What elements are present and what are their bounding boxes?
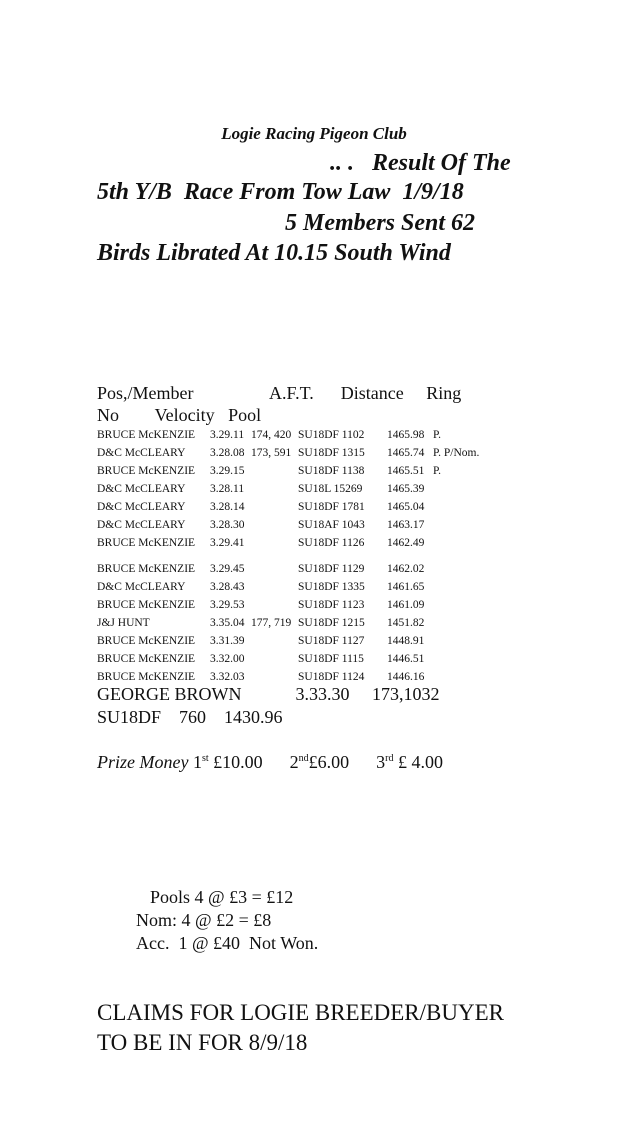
cell-pool: P. [433, 429, 441, 441]
cell-ring: SU18DF 1129 [298, 563, 365, 575]
cell-velocity: 1461.65 [387, 581, 425, 593]
cell-ring: SU18DF 1126 [298, 537, 365, 549]
cell-ring: SU18DF 1315 [298, 447, 365, 459]
cell-time: 3.29.41 [210, 537, 245, 549]
cell-ring: SU18DF 1138 [298, 465, 365, 477]
table-row [97, 501, 627, 519]
cell-ring: SU18DF 1215 [298, 617, 365, 629]
cell-ring: SU18AF 1043 [298, 519, 365, 531]
cell-velocity: 1465.39 [387, 483, 425, 495]
results-table-group-2 [97, 563, 627, 689]
cell-velocity: 1463.17 [387, 519, 425, 531]
table-row [97, 635, 627, 653]
prize-third-amount: £ 4.00 [393, 752, 443, 772]
cell-ring: SU18DF 1781 [298, 501, 365, 513]
cell-member: BRUCE McKENZIE [97, 563, 196, 575]
cell-member: BRUCE McKENZIE [97, 635, 196, 647]
prize-second-amount: £6.00 [308, 752, 350, 772]
table-header-line-1: Pos,/Member A.F.T. Distance Ring [97, 383, 462, 403]
cell-member: D&C McCLEARY [97, 581, 186, 593]
cell-time: 3.28.30 [210, 519, 245, 531]
cell-time: 3.31.39 [210, 635, 245, 647]
cell-member: D&C McCLEARY [97, 501, 186, 513]
prize-third-prefix: 3 [376, 752, 386, 772]
cell-time: 3.28.11 [210, 483, 245, 495]
prize-first-amount: £10.00 [208, 752, 263, 772]
cell-member: BRUCE McKENZIE [97, 465, 196, 477]
cell-member: BRUCE McKENZIE [97, 429, 196, 441]
cell-ring: SU18L 15269 [298, 483, 363, 495]
table-row [97, 581, 627, 599]
cell-member: BRUCE McKENZIE [97, 537, 196, 549]
cell-time: 3.32.03 [210, 671, 245, 683]
cell-distance: 174, 420 [251, 429, 292, 441]
last-result-line-1: GEORGE BROWN 3.33.30 173,1032 [97, 684, 440, 704]
cell-member: BRUCE McKENZIE [97, 653, 196, 665]
cell-ring: SU18DF 1127 [298, 635, 365, 647]
cell-member: BRUCE McKENZIE [97, 671, 196, 683]
title-line-1: .. . Result Of The [330, 150, 511, 176]
last-result-line-2: SU18DF 760 1430.96 [97, 707, 283, 727]
cell-time: 3.35.04 [210, 617, 245, 629]
cell-ring: SU18DF 1124 [298, 671, 365, 683]
cell-member: D&C McCLEARY [97, 483, 186, 495]
cell-time: 3.28.14 [210, 501, 245, 513]
prize-third-suffix: rd [385, 753, 394, 764]
cell-time: 3.28.08 [210, 447, 245, 459]
prize-money-line: Prize Money 1st £10.00 2nd£6.00 3rd £ 4.00 [97, 752, 443, 772]
results-table-group-1 [97, 429, 627, 555]
nominations-line: Nom: 4 @ £2 = £8 [136, 910, 272, 930]
table-row [97, 563, 627, 581]
cell-velocity: 1465.04 [387, 501, 425, 513]
prize-first-suffix: st [201, 753, 209, 764]
accumulator-line: Acc. 1 @ £40 Not Won. [136, 933, 319, 953]
cell-distance: 177, 719 [251, 617, 292, 629]
cell-velocity: 1451.82 [387, 617, 425, 629]
cell-velocity: 1465.74 [387, 447, 425, 459]
prize-second-suffix: nd [298, 753, 309, 764]
cell-velocity: 1446.16 [387, 671, 425, 683]
table-row [97, 483, 627, 501]
cell-time: 3.29.53 [210, 599, 245, 611]
cell-velocity: 1462.02 [387, 563, 425, 575]
prize-money-label: Prize Money [97, 752, 189, 772]
cell-velocity: 1462.49 [387, 537, 425, 549]
cell-member: D&C McCLEARY [97, 447, 186, 459]
cell-member: J&J HUNT [97, 617, 150, 629]
cell-ring: SU18DF 1335 [298, 581, 365, 593]
cell-velocity: 1465.51 [387, 465, 425, 477]
cell-time: 3.29.15 [210, 465, 245, 477]
cell-time: 3.28.43 [210, 581, 245, 593]
table-row [97, 653, 627, 671]
title-line-3: 5 Members Sent 62 [285, 210, 476, 236]
table-row [97, 537, 627, 555]
table-row [97, 617, 627, 635]
cell-time: 3.32.00 [210, 653, 245, 665]
title-line-4: Birds Librated At 10.15 South Wind [97, 240, 451, 266]
table-row [97, 519, 627, 537]
cell-time: 3.29.11 [210, 429, 245, 441]
cell-ring: SU18DF 1123 [298, 599, 365, 611]
claims-line-1: CLAIMS FOR LOGIE BREEDER/BUYER [97, 1000, 504, 1025]
table-row [97, 599, 627, 617]
cell-ring: SU18DF 1102 [298, 429, 365, 441]
cell-pool: P. [433, 465, 441, 477]
club-name: Logie Racing Pigeon Club [221, 124, 407, 143]
cell-velocity: 1446.51 [387, 653, 425, 665]
cell-member: BRUCE McKENZIE [97, 599, 196, 611]
pools-line: Pools 4 @ £3 = £12 [150, 887, 294, 907]
cell-distance: 173, 591 [251, 447, 292, 459]
cell-velocity: 1448.91 [387, 635, 425, 647]
title-line-2: 5th Y/B Race From Tow Law 1/9/18 [97, 179, 464, 205]
table-header-line-2: No Velocity Pool [97, 405, 262, 425]
cell-ring: SU18DF 1115 [298, 653, 364, 665]
cell-velocity: 1461.09 [387, 599, 425, 611]
table-row [97, 429, 627, 447]
cell-member: D&C McCLEARY [97, 519, 186, 531]
prize-second-prefix: 2 [289, 752, 299, 772]
cell-pool: P. P/Nom. [433, 447, 480, 459]
table-row [97, 465, 627, 483]
cell-time: 3.29.45 [210, 563, 245, 575]
cell-velocity: 1465.98 [387, 429, 425, 441]
table-row [97, 447, 627, 465]
claims-line-2: TO BE IN FOR 8/9/18 [97, 1030, 308, 1055]
